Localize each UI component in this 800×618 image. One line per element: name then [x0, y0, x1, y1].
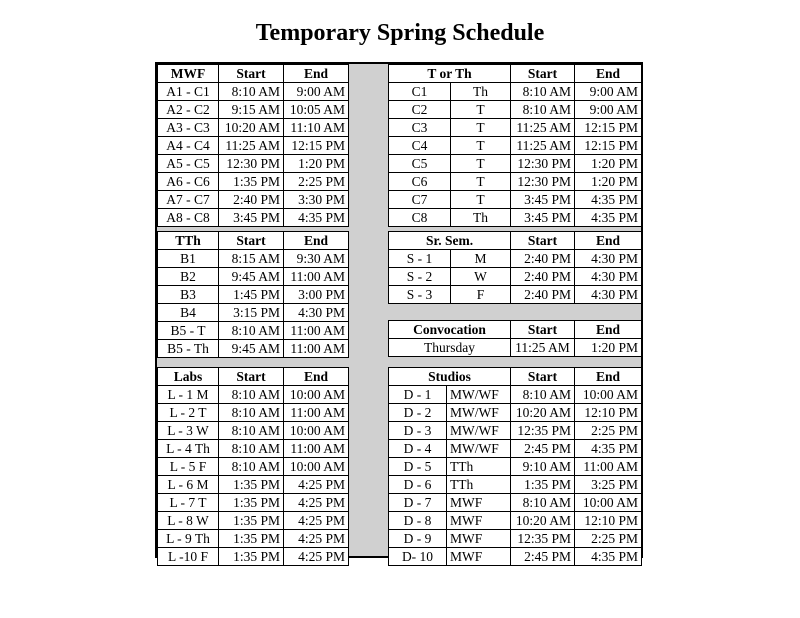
table-cell: 3:45 PM — [219, 209, 284, 227]
table-header-row — [158, 65, 349, 83]
table-row — [389, 458, 642, 476]
table-header-row — [389, 368, 642, 386]
table-cell: 10:00 AM — [284, 386, 349, 404]
table-row — [158, 476, 349, 494]
table-cell: 2:40 PM — [511, 268, 575, 286]
column-header: Start — [511, 232, 575, 250]
table-cell: 9:00 AM — [575, 101, 642, 119]
table-header-row — [158, 368, 349, 386]
table-cell: C2 — [389, 101, 451, 119]
table-cell: F — [451, 286, 511, 304]
table-cell: T — [451, 173, 511, 191]
table-cell: T — [451, 119, 511, 137]
table-cell: 4:30 PM — [575, 268, 642, 286]
table-cell: 10:05 AM — [284, 101, 349, 119]
table-cell: 8:10 AM — [511, 101, 575, 119]
table-cell: A4 - C4 — [158, 137, 219, 155]
table-cell: L -10 F — [158, 548, 219, 566]
table-cell: 8:10 AM — [219, 404, 284, 422]
table-cell: D - 1 — [389, 386, 447, 404]
table-cell: 11:00 AM — [284, 322, 349, 340]
table-cell: L - 8 W — [158, 512, 219, 530]
table-row — [158, 530, 349, 548]
table-row — [158, 250, 349, 268]
table-cell: A1 - C1 — [158, 83, 219, 101]
table-row — [389, 173, 642, 191]
column-header: Sr. Sem. — [389, 232, 511, 250]
table-cell: 1:20 PM — [284, 155, 349, 173]
column-header: Start — [219, 65, 284, 83]
table-row — [158, 512, 349, 530]
column-header: End — [284, 368, 349, 386]
table-cell: B3 — [158, 286, 219, 304]
column-header: Start — [219, 232, 284, 250]
table-cell: 12:15 PM — [284, 137, 349, 155]
table-cell: 1:35 PM — [511, 476, 575, 494]
table-row — [158, 386, 349, 404]
table-cell: B1 — [158, 250, 219, 268]
table-cell: C4 — [389, 137, 451, 155]
table-cell: 2:40 PM — [219, 191, 284, 209]
table-row — [389, 209, 642, 227]
table-cell: 10:00 AM — [575, 494, 642, 512]
table-header-row — [389, 232, 642, 250]
table-cell: 12:35 PM — [511, 530, 575, 548]
table-row — [389, 440, 642, 458]
table-cell: 4:30 PM — [284, 304, 349, 322]
table-row — [389, 83, 642, 101]
table-cell: D - 5 — [389, 458, 447, 476]
table-cell: 9:30 AM — [284, 250, 349, 268]
table-cell: B4 — [158, 304, 219, 322]
table-cell: 10:20 AM — [511, 512, 575, 530]
table-cell: 1:35 PM — [219, 476, 284, 494]
convocation-table — [388, 320, 642, 357]
table-cell: D - 2 — [389, 404, 447, 422]
table-row — [389, 101, 642, 119]
table-cell: 1:35 PM — [219, 530, 284, 548]
table-cell: 4:35 PM — [284, 209, 349, 227]
table-header-row — [389, 321, 642, 339]
table-cell: MW/WF — [447, 422, 511, 440]
table-cell: A5 - C5 — [158, 155, 219, 173]
table-cell: 12:35 PM — [511, 422, 575, 440]
table-cell: 11:00 AM — [284, 440, 349, 458]
table-cell: 3:45 PM — [511, 191, 575, 209]
table-cell: A7 - C7 — [158, 191, 219, 209]
table-cell: 8:10 AM — [219, 386, 284, 404]
table-cell: 12:10 PM — [575, 404, 642, 422]
table-cell: MW/WF — [447, 386, 511, 404]
table-cell: 4:25 PM — [284, 530, 349, 548]
table-cell: 1:35 PM — [219, 173, 284, 191]
table-cell: 2:25 PM — [284, 173, 349, 191]
table-cell: L - 4 Th — [158, 440, 219, 458]
column-header: End — [284, 65, 349, 83]
table-cell: MW/WF — [447, 440, 511, 458]
table-row — [389, 548, 642, 566]
table-cell: A3 - C3 — [158, 119, 219, 137]
table-cell: 1:20 PM — [575, 155, 642, 173]
table-row — [389, 422, 642, 440]
column-header: Start — [219, 368, 284, 386]
table-cell: 1:20 PM — [575, 173, 642, 191]
column-header: End — [575, 232, 642, 250]
table-cell: 4:35 PM — [575, 548, 642, 566]
table-cell: 10:20 AM — [511, 404, 575, 422]
table-cell: 9:45 AM — [219, 340, 284, 358]
table-row — [158, 494, 349, 512]
table-cell: 9:45 AM — [219, 268, 284, 286]
table-cell: 9:15 AM — [219, 101, 284, 119]
table-row — [158, 548, 349, 566]
table-cell: L - 9 Th — [158, 530, 219, 548]
table-cell: 11:00 AM — [284, 268, 349, 286]
table-cell: L - 1 M — [158, 386, 219, 404]
table-cell: 4:25 PM — [284, 512, 349, 530]
table-row — [158, 137, 349, 155]
table-cell: D - 4 — [389, 440, 447, 458]
table-cell: 12:30 PM — [511, 155, 575, 173]
table-row — [158, 155, 349, 173]
table-cell: 8:10 AM — [511, 494, 575, 512]
table-cell: 4:25 PM — [284, 494, 349, 512]
table-cell: D - 3 — [389, 422, 447, 440]
table-cell: 3:25 PM — [575, 476, 642, 494]
table-header-row — [389, 65, 642, 83]
table-cell: 4:35 PM — [575, 191, 642, 209]
table-cell: D - 6 — [389, 476, 447, 494]
table-row — [158, 286, 349, 304]
table-row — [389, 339, 642, 357]
table-cell: C5 — [389, 155, 451, 173]
column-header: End — [575, 321, 642, 339]
table-cell: C8 — [389, 209, 451, 227]
table-cell: B5 - Th — [158, 340, 219, 358]
table-cell: MWF — [447, 530, 511, 548]
labs-table — [157, 367, 349, 566]
table-cell: 8:10 AM — [511, 83, 575, 101]
table-cell: 9:00 AM — [284, 83, 349, 101]
column-header: TTh — [158, 232, 219, 250]
table-cell: T — [451, 155, 511, 173]
table-row — [389, 512, 642, 530]
table-cell: L - 7 T — [158, 494, 219, 512]
table-cell: W — [451, 268, 511, 286]
table-cell: T — [451, 137, 511, 155]
tth-table — [157, 231, 349, 358]
table-cell: 12:10 PM — [575, 512, 642, 530]
table-cell: 4:30 PM — [575, 286, 642, 304]
table-cell: 2:40 PM — [511, 250, 575, 268]
sr-sem-table — [388, 231, 642, 304]
table-row — [389, 191, 642, 209]
table-cell: 10:00 AM — [284, 458, 349, 476]
table-cell: S - 1 — [389, 250, 451, 268]
table-row — [389, 404, 642, 422]
table-cell: L - 3 W — [158, 422, 219, 440]
table-cell: 2:45 PM — [511, 548, 575, 566]
table-cell: 4:30 PM — [575, 250, 642, 268]
table-cell: 8:10 AM — [219, 422, 284, 440]
table-header-row — [158, 232, 349, 250]
table-cell: 12:15 PM — [575, 119, 642, 137]
table-cell: C7 — [389, 191, 451, 209]
table-cell: 9:10 AM — [511, 458, 575, 476]
table-cell: 1:35 PM — [219, 494, 284, 512]
table-row — [158, 422, 349, 440]
table-cell: A6 - C6 — [158, 173, 219, 191]
table-cell: 11:25 AM — [511, 137, 575, 155]
table-cell: 8:10 AM — [219, 83, 284, 101]
table-cell: T — [451, 101, 511, 119]
table-cell: L - 6 M — [158, 476, 219, 494]
table-row — [389, 119, 642, 137]
table-cell: 1:20 PM — [575, 339, 642, 357]
table-cell: MWF — [447, 512, 511, 530]
table-cell: 4:35 PM — [575, 209, 642, 227]
table-cell: Th — [451, 209, 511, 227]
table-cell: 2:25 PM — [575, 422, 642, 440]
table-row — [158, 101, 349, 119]
table-cell: L - 5 F — [158, 458, 219, 476]
table-row — [158, 404, 349, 422]
column-header: MWF — [158, 65, 219, 83]
table-cell: 2:25 PM — [575, 530, 642, 548]
table-row — [158, 304, 349, 322]
table-row — [389, 476, 642, 494]
table-cell: Th — [451, 83, 511, 101]
table-row — [158, 119, 349, 137]
column-header: Start — [511, 321, 575, 339]
table-row — [389, 494, 642, 512]
table-cell: D - 7 — [389, 494, 447, 512]
table-cell: C6 — [389, 173, 451, 191]
table-row — [158, 83, 349, 101]
column-header: Labs — [158, 368, 219, 386]
table-cell: TTh — [447, 458, 511, 476]
table-cell: D- 10 — [389, 548, 447, 566]
table-cell: 11:25 AM — [219, 137, 284, 155]
table-cell: M — [451, 250, 511, 268]
page-title: Temporary Spring Schedule — [255, 20, 545, 46]
table-row — [158, 440, 349, 458]
table-cell: T — [451, 191, 511, 209]
table-cell: D - 9 — [389, 530, 447, 548]
table-cell: S - 3 — [389, 286, 451, 304]
table-row — [158, 458, 349, 476]
column-header: End — [575, 65, 642, 83]
table-row — [389, 386, 642, 404]
table-cell: 4:25 PM — [284, 476, 349, 494]
table-cell: 9:00 AM — [575, 83, 642, 101]
table-cell: 10:00 AM — [284, 422, 349, 440]
table-cell: 8:10 AM — [511, 386, 575, 404]
table-cell: 8:10 AM — [219, 458, 284, 476]
table-cell: 11:10 AM — [284, 119, 349, 137]
table-cell: 3:15 PM — [219, 304, 284, 322]
table-cell: 8:10 AM — [219, 322, 284, 340]
table-cell: 3:30 PM — [284, 191, 349, 209]
table-row — [389, 155, 642, 173]
table-cell: 11:00 AM — [575, 458, 642, 476]
table-row — [158, 209, 349, 227]
table-row — [158, 191, 349, 209]
table-cell: MWF — [447, 494, 511, 512]
column-header: Convocation — [389, 321, 511, 339]
table-cell: 3:00 PM — [284, 286, 349, 304]
column-header: Start — [511, 65, 575, 83]
mwf-table — [157, 64, 349, 227]
column-header: End — [284, 232, 349, 250]
table-cell: 2:40 PM — [511, 286, 575, 304]
table-cell: 12:30 PM — [219, 155, 284, 173]
table-row — [389, 250, 642, 268]
table-cell: 12:30 PM — [511, 173, 575, 191]
table-cell: L - 2 T — [158, 404, 219, 422]
table-cell: Thursday — [389, 339, 511, 357]
table-cell: D - 8 — [389, 512, 447, 530]
table-cell: 11:25 AM — [511, 339, 575, 357]
table-cell: B2 — [158, 268, 219, 286]
column-header: T or Th — [389, 65, 511, 83]
table-cell: MWF — [447, 548, 511, 566]
column-header: Start — [511, 368, 575, 386]
table-cell: S - 2 — [389, 268, 451, 286]
table-cell: 4:35 PM — [575, 440, 642, 458]
table-cell: MW/WF — [447, 404, 511, 422]
t-or-th-table — [388, 64, 642, 227]
table-cell: 3:45 PM — [511, 209, 575, 227]
table-cell: 2:45 PM — [511, 440, 575, 458]
table-cell: 11:00 AM — [284, 340, 349, 358]
column-header: Studios — [389, 368, 511, 386]
table-cell: C1 — [389, 83, 451, 101]
table-cell: 8:10 AM — [219, 440, 284, 458]
table-cell: C3 — [389, 119, 451, 137]
column-header: End — [575, 368, 642, 386]
table-cell: 1:45 PM — [219, 286, 284, 304]
table-cell: 11:00 AM — [284, 404, 349, 422]
table-row — [389, 530, 642, 548]
table-cell: 12:15 PM — [575, 137, 642, 155]
table-cell: 4:25 PM — [284, 548, 349, 566]
table-cell: A2 - C2 — [158, 101, 219, 119]
table-cell: TTh — [447, 476, 511, 494]
studios-table — [388, 367, 642, 566]
table-row — [158, 322, 349, 340]
table-cell: A8 - C8 — [158, 209, 219, 227]
table-row — [389, 286, 642, 304]
table-cell: 1:35 PM — [219, 548, 284, 566]
table-cell: 10:00 AM — [575, 386, 642, 404]
table-cell: 11:25 AM — [511, 119, 575, 137]
table-cell: B5 - T — [158, 322, 219, 340]
table-cell: 10:20 AM — [219, 119, 284, 137]
table-cell: 8:15 AM — [219, 250, 284, 268]
table-row — [389, 268, 642, 286]
table-row — [158, 173, 349, 191]
table-row — [158, 268, 349, 286]
table-row — [389, 137, 642, 155]
table-cell: 1:35 PM — [219, 512, 284, 530]
table-row — [158, 340, 349, 358]
